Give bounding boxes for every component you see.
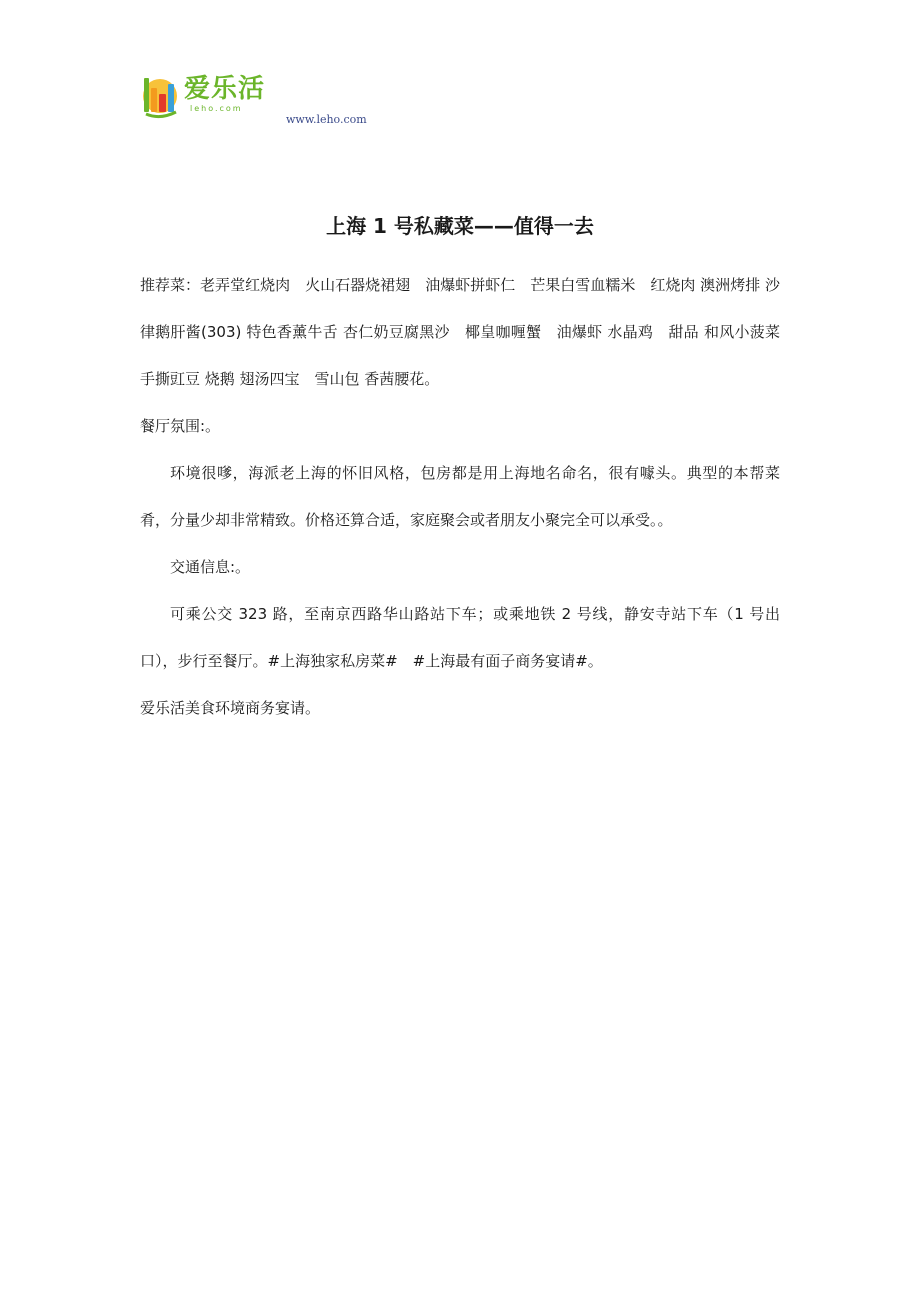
atmosphere-heading: 餐厅氛围:。 [140, 417, 221, 435]
site-url[interactable]: www.leho.com [286, 113, 367, 126]
recommended-dishes-paragraph: 推荐菜：老弄堂红烧肉 火山石器烧裙翅 油爆虾拼虾仁 芒果白雪血糯米 红烧肉 澳洲烤排 沙律鹅肝酱(303) 特色香薰牛舌 杏仁奶豆腐黑沙 椰皇咖喱蟹 油爆虾 水晶鸡 甜品 和风小菠菜 手撕豇豆 烧鹅 翅汤四宝 雪山包 香茜腰花。 [140, 276, 780, 388]
article-title: 上海 1 号私藏菜——值得一去 [326, 214, 594, 238]
transport-heading: 交通信息:。 [170, 558, 251, 576]
header [140, 70, 440, 130]
tags-paragraph: 爱乐活美食环境商务宴请。 [140, 699, 321, 717]
logo-wordmark: 爱乐活 [184, 74, 266, 104]
leho-logo-icon [140, 70, 180, 120]
logo-subtext: leho.com [190, 104, 243, 113]
article-body [140, 262, 780, 732]
atmosphere-paragraph: 环境很嗲，海派老上海的怀旧风格，包房都是用上海地名命名，很有噱头。典型的本帮菜肴，分量少却非常精致。价格还算合适，家庭聚会或者朋友小聚完全可以承受。。 [140, 464, 780, 529]
transport-paragraph: 可乘公交 323 路，至南京西路华山路站下车；或乘地铁 2 号线，静安寺站下车（1 号出口），步行至餐厅。#上海独家私房菜# #上海最有面子商务宴请#。 [140, 605, 780, 670]
